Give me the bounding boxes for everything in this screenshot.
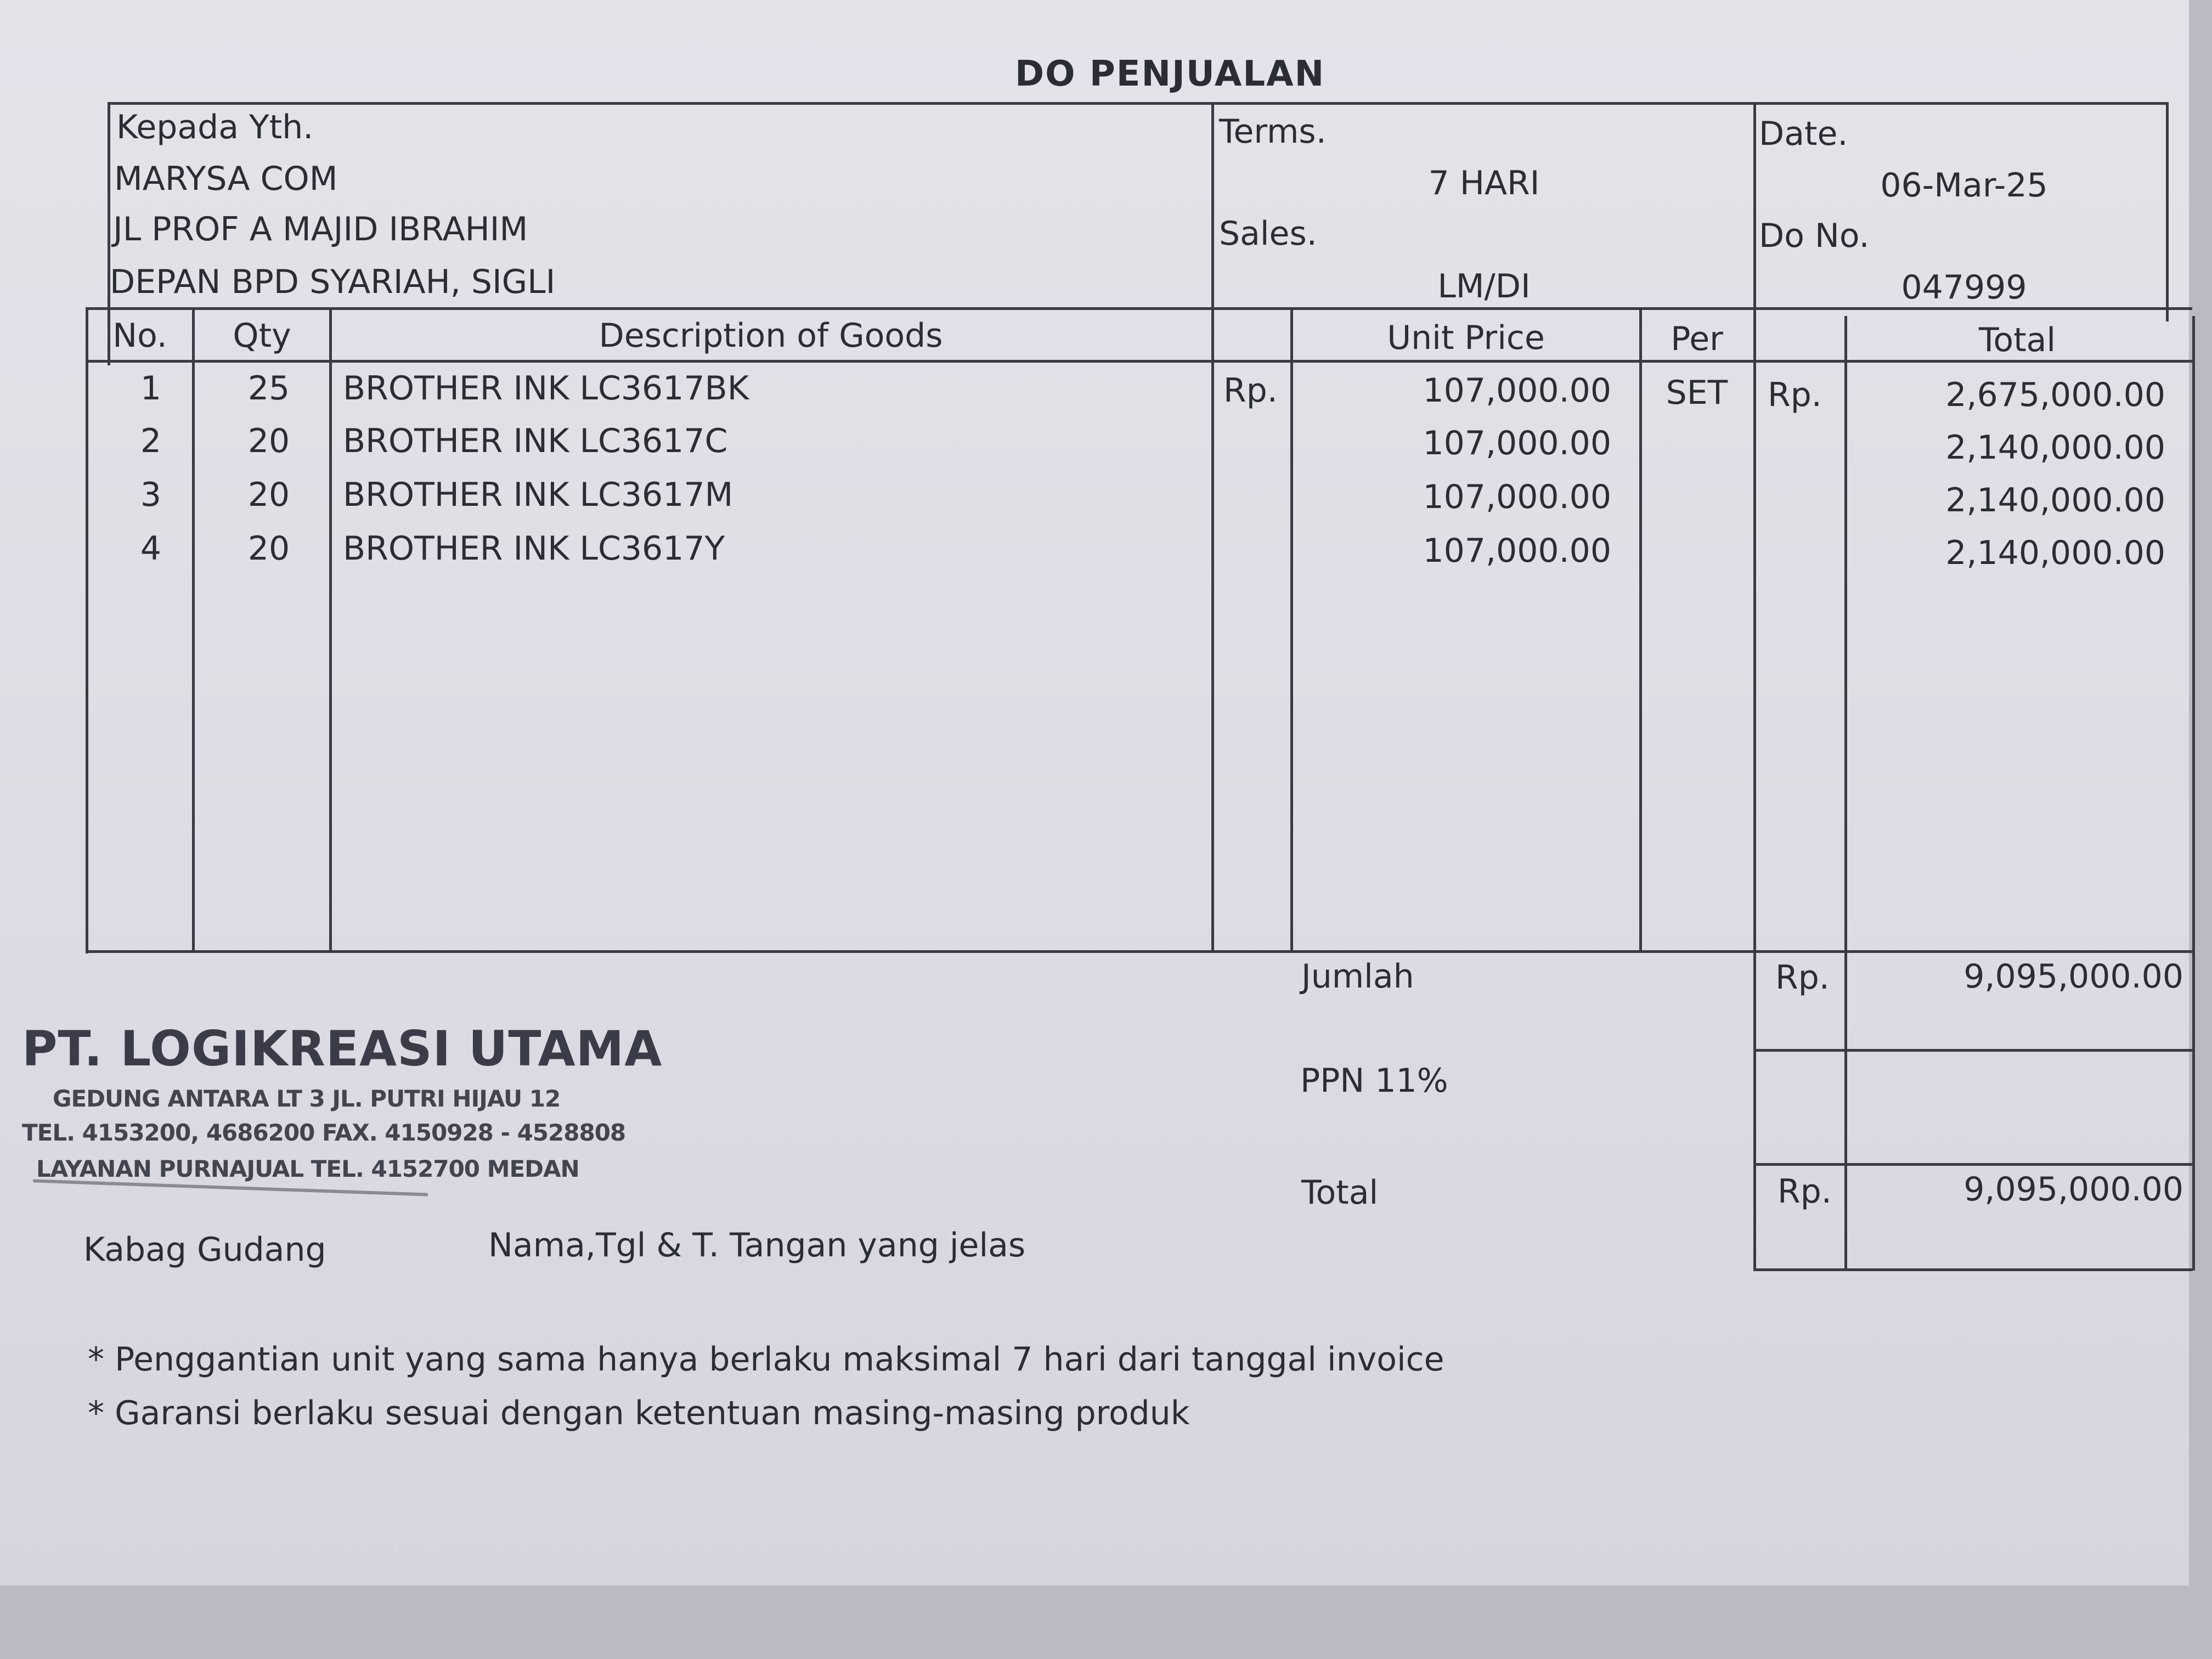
total-value: 9,095,000.00 [1963,1170,2183,1209]
terms-value: 7 HARI [1428,164,1540,202]
item-qty: 25 [247,369,290,408]
company-service: LAYANAN PURNAJUAL TEL. 4152700 MEDAN [36,1155,579,1182]
company-address: GEDUNG ANTARA LT 3 JL. PUTRI HIJAU 12 [53,1085,561,1112]
summary-line-1 [1753,1049,2192,1052]
item-description: BROTHER INK LC3617M [343,476,733,514]
item-description: BROTHER INK LC3617Y [343,529,725,568]
item-total-currency: Rp. [1768,376,1822,414]
item-qty: 20 [247,476,290,514]
sales-value: LM/DI [1437,267,1531,306]
total-currency: Rp. [1778,1172,1832,1211]
date-label: Date. [1759,115,1848,153]
table-body-bottom [86,950,2192,953]
item-total: 2,675,000.00 [1945,376,2165,414]
item-qty: 20 [247,529,290,568]
company-phone: TEL. 4153200, 4686200 FAX. 4150928 - 4528808 [22,1119,626,1146]
item-description: BROTHER INK LC3617BK [343,369,749,408]
do-no-label: Do No. [1759,217,1870,255]
item-currency: Rp. [1223,371,1278,410]
header-divider-2 [1753,102,1756,1271]
jumlah-label: Jumlah [1301,957,1414,996]
customer-name: MARYSA COM [114,160,338,198]
col-header-no: No. [112,317,167,355]
item-no: 1 [140,369,162,408]
signature-instruction: Nama,Tgl & T. Tangan yang jelas [488,1226,1026,1265]
table-border-right-lower [2192,316,2195,1271]
col-header-per: Per [1671,320,1723,358]
sales-label: Sales. [1219,215,1317,253]
item-no: 3 [140,476,162,514]
ppn-label: PPN 11% [1300,1062,1448,1100]
col-header-description: Description of Goods [599,317,943,355]
header-row-top [86,307,2192,310]
item-unit-price: 107,000.00 [1423,532,1611,570]
customer-address-2: DEPAN BPD SYARIAH, SIGLI [110,263,556,301]
item-unit-price: 107,000.00 [1423,478,1611,516]
signature-kabag-gudang: Kabag Gudang [83,1231,326,1269]
note-warranty: * Garansi berlaku sesuai dengan ketentuan masing-masing produk [88,1394,1190,1432]
document-title: DO PENJUALAN [1015,54,1325,94]
col-header-unit-price: Unit Price [1387,319,1545,357]
col-header-total: Total [1978,321,2056,359]
item-unit-price: 107,000.00 [1423,424,1611,462]
item-total: 2,140,000.00 [1945,428,2165,467]
item-no: 2 [140,422,162,460]
item-description: BROTHER INK LC3617C [343,422,728,460]
jumlah-value: 9,095,000.00 [1963,957,2183,996]
item-qty: 20 [247,422,290,460]
summary-line-3 [1753,1268,2192,1271]
customer-address-1: JL PROF A MAJID IBRAHIM [113,210,528,249]
terms-label: Terms. [1219,112,1327,151]
item-total: 2,140,000.00 [1945,534,2165,572]
header-row-bottom [86,360,2192,363]
item-no: 4 [140,529,162,568]
do-no-value: 047999 [1901,268,2027,307]
table-border-top [110,102,2167,105]
item-per: SET [1666,374,1728,412]
customer-label: Kepada Yth. [116,108,314,146]
summary-line-2 [1753,1163,2192,1166]
company-name: PT. LOGIKREASI UTAMA [22,1020,663,1077]
item-unit-price: 107,000.00 [1423,371,1611,410]
jumlah-currency: Rp. [1775,958,1830,997]
note-replacement: * Penggantian unit yang sama hanya berlaku maksimal 7 hari dari tanggal invoice [88,1340,1444,1379]
item-total: 2,140,000.00 [1945,481,2165,520]
header-divider-1 [1211,102,1214,952]
col-header-qty: Qty [233,317,291,355]
date-value: 06-Mar-25 [1880,166,2048,205]
total-label: Total [1301,1173,1379,1212]
